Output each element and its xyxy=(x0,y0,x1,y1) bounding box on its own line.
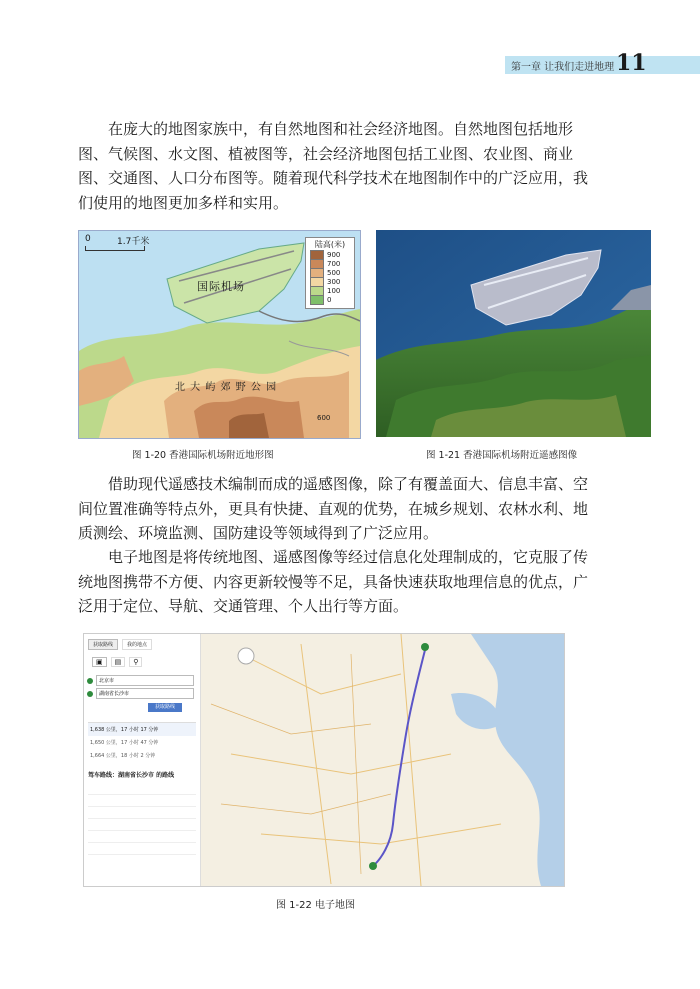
start-row xyxy=(87,675,197,686)
legend-value: 100 xyxy=(327,286,341,295)
sidebar-tabs xyxy=(84,634,200,653)
chapter-title: 第一章 让我们走进地理 xyxy=(511,62,615,73)
legend-value: 900 xyxy=(327,250,341,259)
legend-row xyxy=(306,295,354,304)
map-canvas[interactable] xyxy=(201,634,564,886)
figure-topographic-map xyxy=(78,230,361,439)
end-marker-icon xyxy=(87,691,93,697)
end-input[interactable] xyxy=(96,688,194,699)
elevation-legend xyxy=(305,237,355,309)
legend-swatch xyxy=(310,295,324,305)
page-number: 11 xyxy=(616,50,647,76)
remote-sensing-svg xyxy=(376,230,651,437)
legend-rows xyxy=(306,250,354,304)
figure-remote-sensing-image xyxy=(376,230,651,437)
legend-value: 0 xyxy=(327,295,332,304)
paragraph-2: 借助现代遥感技术编制而成的遥感图像，除了有覆盖面大、信息丰富、空间位置准确等特点外，更具有快捷、直观的优势，在城乡规划、农林水利、地质测绘、环境监测、国防建设等领域得到了广泛应用。 xyxy=(78,475,589,542)
route-option-1[interactable]: 1,638 公里，17 小时 17 分钟 xyxy=(88,723,196,736)
car-icon[interactable]: ▣ xyxy=(92,657,107,667)
end-row xyxy=(87,688,197,699)
get-route-button[interactable]: 获取路线 xyxy=(148,703,182,712)
paragraph-3: 电子地图是将传统地图、遥感图像等经过信息化处理制成的，它克服了传统地图携带不方便、内容更新较慢等不足，具备快速获取地理信息的优点，广泛用于定位、导航、交通管理、个人出行等方面。 xyxy=(78,548,589,615)
route-option-3[interactable]: 1,664 公里，18 小时 2 分钟 xyxy=(90,753,156,759)
caption-figure-1-20: 图 1-20 香港国际机场附近地形图 xyxy=(132,450,274,461)
legend-title: 陆高(米) xyxy=(314,240,346,249)
paragraph-1: 在庞大的地图家族中，有自然地图和社会经济地图。自然地图包括地形图、气候图、水文图、植被图等，社会经济地图包括工业图、农业图、商业图、交通图、人口分布图等。随着现代科学技术在地图制作中的广泛应用，我们使用的地图更加多样和实用。 xyxy=(78,120,589,212)
scale-label: 1.7千米 xyxy=(117,237,150,247)
figure-electronic-map xyxy=(83,633,565,887)
direction-steps xyxy=(88,783,196,863)
transit-icon[interactable]: ▤ xyxy=(111,657,126,667)
routes-list xyxy=(88,722,196,762)
route-summary: 驾车路线：湖南省长沙市 的路线 xyxy=(88,772,175,779)
caption-figure-1-21: 图 1-21 香港国际机场附近遥感图像 xyxy=(426,450,578,461)
route-option-2[interactable]: 1,650 公里，17 小时 47 分钟 xyxy=(90,740,159,746)
label-airport: 国际机场 xyxy=(197,280,245,293)
legend-value: 300 xyxy=(327,277,341,286)
tab-get-directions[interactable]: 获取路线 xyxy=(88,639,118,650)
scale-zero: 0 xyxy=(85,234,91,244)
legend-value: 700 xyxy=(327,259,341,268)
walk-icon[interactable]: ⚲ xyxy=(129,657,142,667)
start-input[interactable] xyxy=(96,675,194,686)
label-park: 北 大 屿 郊 野 公 园 xyxy=(175,382,278,393)
map-sidebar xyxy=(84,634,201,886)
caption-figure-1-22: 图 1-22 电子地图 xyxy=(276,900,356,911)
spot-height: 600 xyxy=(317,414,331,422)
tab-my-places[interactable]: 我的地点 xyxy=(122,639,152,650)
legend-value: 500 xyxy=(327,268,341,277)
start-marker-icon xyxy=(87,678,93,684)
travel-mode-icons xyxy=(84,653,200,671)
